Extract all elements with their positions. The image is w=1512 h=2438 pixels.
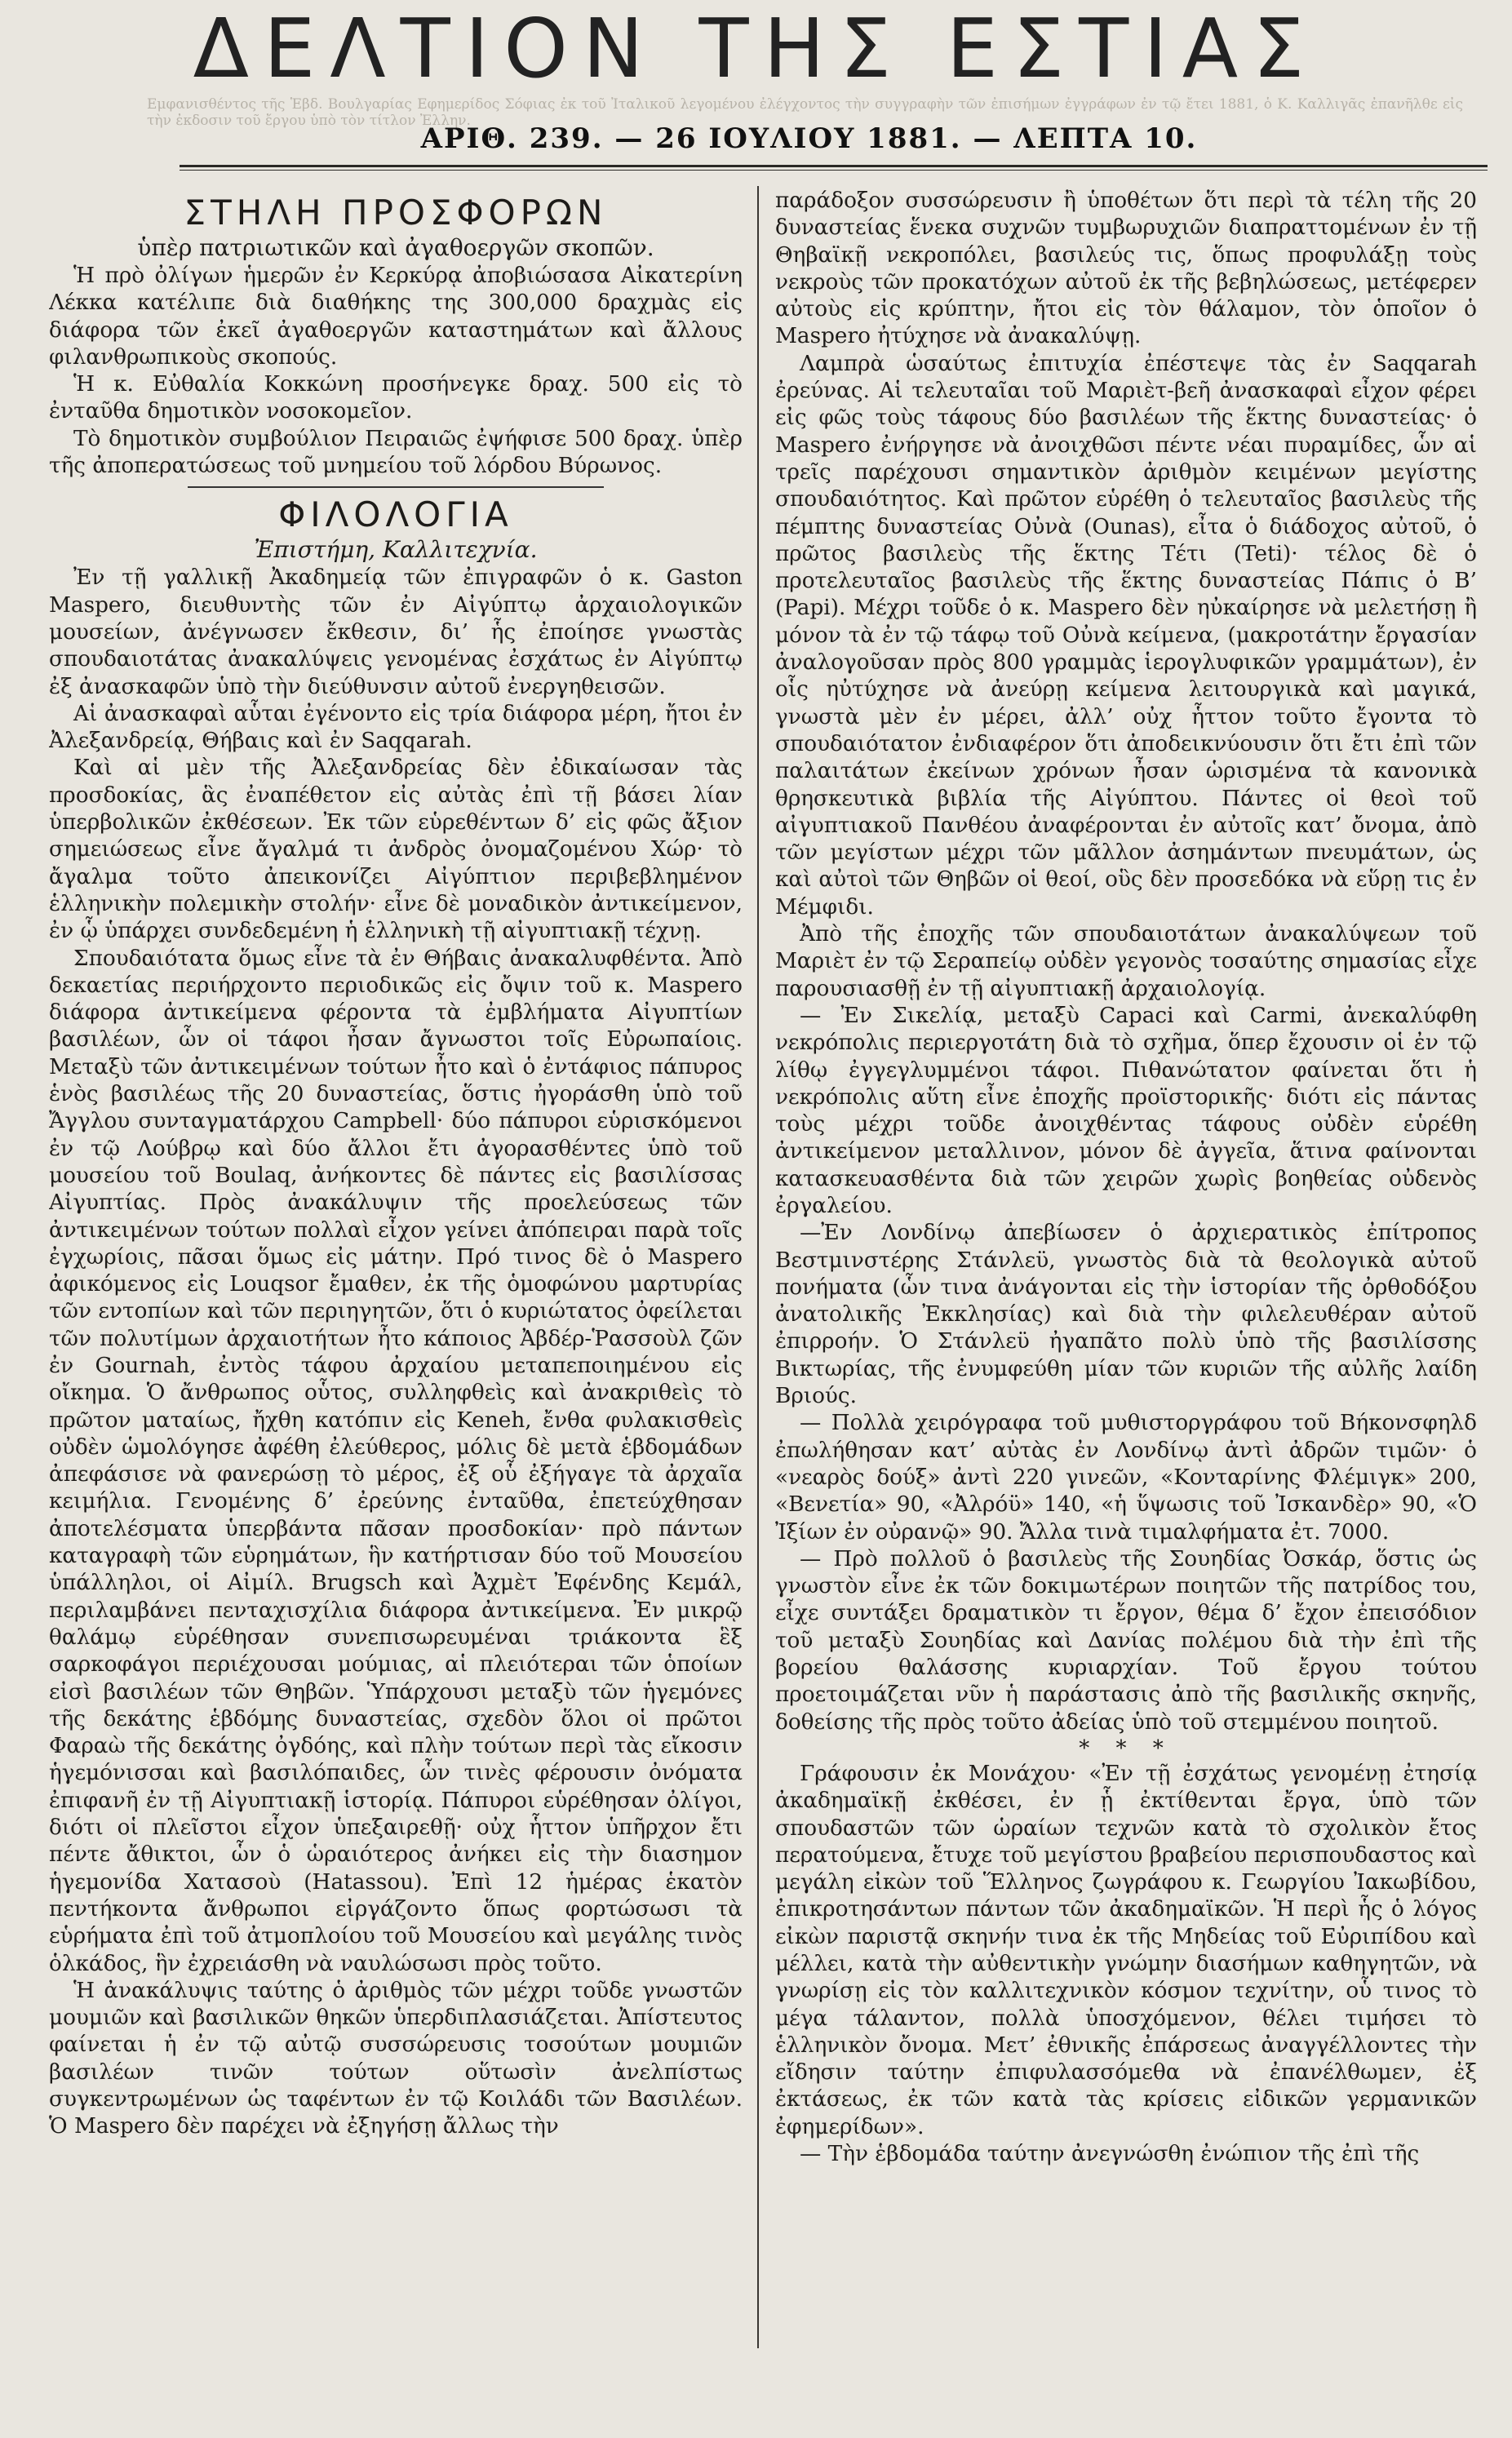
- section-divider: [188, 486, 604, 488]
- paragraph: Ἡ πρὸ ὀλίγων ἡμερῶν ἐν Κερκύρᾳ ἀποβιώσασα Αἰκατερίνη Λέκκα κατέλιπε διὰ διαθήκης της 300,000 δραχμὰς εἰς διάφορα τῶν ἐκεῖ ἀγαθοεργῶν καταστημάτων καὶ ἄλλους φιλανθρωπικοὺς σκοπούς.: [49, 264, 743, 370]
- bleed-through-text: Εμφανισθέντος τῆς Ἑβδ. Βουλγαρίας Εφημερίδος Σόφιας ἐκ τοῦ Ἰταλικοῦ λεγομένου ἐλέγχοντος τὴν συγγραφὴν τῶν ἐπισήμων ἐγγράφων ἐν τῷ ἔτει 1881, ὁ Κ. Καλλιγᾶς ἐπανῆλθε εἰς τὴν ἐκδοσιν τοῦ ἔργου ὑπὸ τὸν τίτλον Ἐλλην.: [147, 96, 1463, 129]
- paragraph: παράδοξον συσσώρευσιν ἢ ὑποθέτων ὅτι περὶ τὰ τέλη τῆς 20 δυναστείας ἕνεκα συχνῶν τυμβωρυχιῶν διαπραττομένων ἐν τῇ Θηβαϊκῇ νεκροπόλει, βασιλεύς τις, ὅπως προφυλάξῃ τοὺς νεκροὺς τῶν προκατόχων αὐτοῦ ἐκ τῆς βεβηλώσεως, μετέφερεν αὐτοὺς εἰς κρύπτην, ἤτοι εἰς τὸν θάλαμον, τὸν ὁποῖον ὁ Maspero ἠτύχησε νὰ ἀνακαλύψῃ.: [775, 188, 1477, 349]
- paragraph: —Ἐν Λονδίνῳ ἀπεβίωσεν ὁ ἀρχιερατικὸς ἐπίτροπος Βεστμινστέρης Στάνλεϋ, γνωστὸς διὰ τὰ θεολογικὰ αὐτοῦ πονήματα (ὧν τινα ἀνάγονται εἰς τὴν ἱστορίαν τῆς ὀρθοδόξου ἀνατολικῆς Ἐκκλησίας) καὶ διὰ τὴν φιλελευθέραν αὐτοῦ ἐπιρροήν. Ὁ Στάνλεϋ ἠγαπᾶτο πολὺ ὑπὸ τῆς βασιλίσσης Βικτωρίας, τῆς ἐνυμφεύθη μίαν τῶν κυριῶν τῆς αὐλῆς λαίδη Βριούς.: [775, 1221, 1477, 1409]
- header-rule: [180, 165, 1488, 167]
- paragraph: Σπουδαιότατα ὅμως εἶνε τὰ ἐν Θήβαις ἀνακαλυφθέντα. Ἀπὸ δεκαετίας περιήρχοντο περιοδικῶς εἰς ὄψιν τοῦ κ. Maspero διάφορα ἀντικείμενα φέροντα τὰ ἐμβλήματα Αἰγυπτίων βασιλέων, ὧν οἱ τάφοι ἦσαν ἄγνωστοι τοῖς Εὐρωπαίοις. Μεταξὺ τῶν ἀντικειμένων τούτων ἦτο καὶ ὁ ἐντάφιος πάπυρος ἑνὸς βασιλέως τῆς 20 δυναστείας, ὅστις ἠγοράσθη ὑπὸ τοῦ Ἄγγλου συνταγματάρχου Campbell· δύο πάπυροι εὑρισκόμενοι ἐν τῷ Λούβρῳ καὶ δύο ἄλλοι ἔτι ἀγορασθέντες ὑπὸ τοῦ μουσείου τοῦ Boulaq, ἀνήκοντες δὲ πάντες εἰς βασιλίσσας Αἰγυπτίας. Πρὸς ἀνακάλυψιν τῆς προελεύσεως τῶν ἀντικειμένων τούτων πολλαὶ εἶχον γείνει ἀπόπειραι παρὰ τοῖς ἐγχωρίοις, πᾶσαι ὅμως εἰς μάτην. Πρό τινος δὲ ὁ Maspero ἀφικόμενος εἰς Louqsor ἔμαθεν, ἐκ τῆς ὁμοφώνου μαρτυρίας τῶν εντοπίων καὶ τῶν περιηγητῶν, ὅτι ὁ κυριώτατος ὀφείλεται τῶν πολυτίμων ἀρχαιοτήτων ἦτο κάποιος Ἀβδέρ-Ῥασσοὺλ ζῶν ἐν Gournah, ἐντὸς τάφου ἀρχαίου μεταπεποιημένου εἰς οἴκημα. Ὁ ἄνθρωπος οὗτος, συλληφθεὶς καὶ ἀνακριθεὶς τὸ πρῶτον ματαίως, ἤχθη κατόπιν εἰς Keneh, ἔνθα φυλακισθεὶς οὐδὲν ὡμολόγησε ἀφέθη ἐλεύθερος, μόλις δὲ μετὰ ἑβδομάδων ἀπεφάσισε νὰ φανερώσῃ τὸ μέρος, ἐξ οὗ ἐξήγαγε τὰ ἀρχαῖα κειμήλια. Γενομένης δ’ ἐρεύνης ἐνταῦθα, ἐπετεύχθησαν ἀποτελέσματα ὑπερβάντα πᾶσαν προσδοκίαν· πρὸ πάντων καταγραφὴ τῶν εὑρημάτων, ἣν κατήρτισαν δύο τοῦ Μουσείου ὑπάλληλοι, οἱ Αἰμίλ. Brugsch καὶ Ἀχμὲτ Ἐφένδης Κεμάλ, περιλαμβάνει πενταχισχίλια διάφορα ἀντικείμενα. Ἐν μικρῷ θαλάμῳ εὑρέθησαν συνεπισωρευμέναι τριάκοντα ἓξ σαρκοφάγοι περιέχουσαι μούμιας, αἱ πλειότεραι τῶν ὁποίων εἰσὶ βασιλέων τῶν Θηβῶν. Ὑπάρχουσι μεταξὺ τῶν ἡγεμόνες τῆς δεκάτης ἑβδόμης δυναστείας, σχεδὸν ὅλοι οἱ πρῶτοι Φαραὼ τῆς δεκάτης ὀγδόης, καὶ πλὴν τούτων περὶ τὰς εἴκοσιν ἡγεμόνισσαι καὶ βασιλόπαιδες, ὧν τινὲς φέρουσιν ὀνόματα ἐπιφανῆ ἐν τῇ Αἰγυπτιακῇ ἱστορίᾳ. Πάπυροι εὑρέθησαν ὀλίγοι, διότι οἱ πλεῖστοι εἶχον ὑπεξαιρεθῇ· οὐχ ἧττον ὑπῆρχον ἔτι πέντε ἄθικτοι, ὧν ὁ ὡραιότερος ἀνήκει εἰς τὴν διασημον ἡγεμονίδα Χατασοὺ (Hatassou). Ἐπὶ 12 ἡμέρας ἑκατὸν πεντήκοντα ἄνθρωποι εἰργάζοντο ὅπως φορτώσωσι τὰ εὑρήματα ἐπὶ τοῦ ἀτμοπλοίου τοῦ Μουσείου καὶ μεγάλης τινὸς ὁλκάδος, ἣν ἐχρειάσθη νὰ ναυλώσωσι πρὸς τοῦτο.: [49, 946, 743, 1976]
- masthead-title: ΔΕΛΤΙΟΝ ΤΗΣ ΕΣΤΙΑΣ: [193, 1, 1319, 96]
- issue-line: ΑΡΙΘ. 239. — 26 ΙΟΥΛΙΟΥ 1881. — ΛΕΠΤΑ 10.: [420, 122, 1198, 155]
- paragraph: Ἐν τῇ γαλλικῇ Ἀκαδημείᾳ τῶν ἐπιγραφῶν ὁ κ. Gaston Maspero, διευθυντὴς τῶν ἐν Αἰγύπτῳ ἀρχαιολογικῶν μουσείων, ἀνέγνωσεν ἔκθεσιν, δι’ ἧς ἐποίησε γνωστὰς σπουδαιοτάτας ἀνακαλύψεις γενομένας ἐσχάτως ἐν Αἰγύπτῳ ἐξ ἀνασκαφῶν ὑπὸ τὴν διεύθυνσιν αὐτοῦ ἐνεργηθεισῶν.: [49, 565, 743, 699]
- section-stars: * * *: [1079, 1735, 1173, 1761]
- header-rule-thin: [180, 170, 1488, 171]
- paragraph: Ἡ ἀνακάλυψις ταύτης ὁ ἀριθμὸς τῶν μέχρι τοῦδε γνωστῶν μουμιῶν καὶ βασιλικῶν θηκῶν ὑπερδιπλασιάζεται. Ἀπίστευτος φαίνεται ἡ ἐν τῷ αὐτῷ συσσώρευσις τοσούτων μουμιῶν βασιλέων τινῶν τούτων οὕτωσὶν ἀνελπίστως συγκεντρωμένων ὡς ταφέντων ἐν τῷ Κοιλάδι τῶν Βασιλέων. Ὁ Maspero δὲν παρέχει νὰ ἐξηγήσῃ ἄλλως τὴν: [49, 1978, 743, 2139]
- philology-section-subtitle: Ἐπιστήμη, Καλλιτεχνία.: [254, 536, 538, 564]
- right-column: [775, 188, 1477, 2342]
- left-column: [49, 188, 743, 2342]
- offers-section-title: ΣΤΗΛΗ ΠΡΟΣΦΟΡΩΝ: [184, 193, 608, 233]
- offers-section-subtitle: ὑπὲρ πατριωτικῶν καὶ ἀγαθοεργῶν σκοπῶν.: [137, 234, 654, 261]
- paragraph: Λαμπρὰ ὡσαύτως ἐπιτυχία ἐπέστεψε τὰς ἐν Saqqarah ἐρεύνας. Αἱ τελευταῖαι τοῦ Μαριὲτ-βεῆ ἀνασκαφαὶ εἶχον φέρει εἰς φῶς τοὺς τάφους δύο βασιλέων τῆς ἕκτης δυναστείας· ὁ Maspero ἐνήργησε νὰ ἀνοιχθῶσι πέντε νέαι πυραμίδες, ὧν αἱ τρεῖς παρέχουσι σημαντικὸν ἀριθμὸν κειμένων μεγίστης σπουδαιότητος. Καὶ πρῶτον εὑρέθη ὁ τελευταῖος βασιλεὺς τῆς πέμπτης δυναστείας Οὐνὰ (Ounas), εἶτα ὁ διάδοχος αὐτοῦ, ὁ πρῶτος βασιλεὺς τῆς ἕκτης Τέτι (Teti)· τέλος δὲ ὁ προτελευταῖος βασιλεὺς τῆς ἕκτης δυναστείας Πάπις ὁ Β’ (Papi). Μέχρι τοῦδε ὁ κ. Maspero δὲν ηὐκαίρησε νὰ μελετήσῃ ἢ μόνον τὰ ἐν τῷ τάφῳ τοῦ Οὐνὰ κείμενα, (μακροτάτην ἔργασίαν ἀναλογοῦσαν πρὸς 800 γραμμὰς ἱερογλυφικῶν γραμμάτων), ἐν οἷς ηὐτύχησε νὰ ἀνεύρῃ κείμενα λειτουργικὰ καὶ μαγικά, γνωστὰ μὲν ἐν μέρει, ἀλλ’ οὐχ ἧττον τοῦτο ἔγοντα τὸ σπουδαιότατον ἐνδιαφέρον ὅτι ἀποδεικνύουσιν ὅτι ἔτι ἐπὶ τῶν παλαιτάτων ἐκείνων χρόνων ἦσαν ὡρισμένα τὰ κανονικὰ θρησκευτικὰ βιβλία τῆς Αἰγύπτου. Πάντες οἱ θεοὶ τοῦ αἰγυπτιακοῦ Πανθέου ἀναφέρονται ἐν αὐτοῖς κατ’ ὄνομα, ἀπὸ τῶν μεγίστων μέχρι τῶν μᾶλλον ἀσημάντων πνευμάτων, ὡς καὶ αὐτοὶ τῶν Θηβῶν οἱ θεοί, οὓς δὲν προσεδόκα νὰ εὕρῃ τις ἐν Μέμφιδι.: [775, 351, 1477, 920]
- paragraph: Τὸ δημοτικὸν συμβούλιον Πειραιῶς ἐψήφισε 500 δραχ. ὑπὲρ τῆς ἀποπερατώσεως τοῦ μνημείου τοῦ λόρδου Βύρωνος.: [49, 426, 743, 479]
- paragraph: Καὶ αἱ μὲν τῆς Ἀλεξανδρείας δὲν ἐδικαίωσαν τὰς προσδοκίας, ἃς ἐναπέθετον εἰς αὐτὰς ἐπὶ τῇ βάσει λίαν ὑπερβολικῶν ἐκθέσεων. Ἐκ τῶν εὑρεθέντων δ’ εἰς φῶς ἄξιον σημειώσεως εἶνε ἄγαλμά τι ἀνδρὸς ὀνομαζομένου Χώρ· τὸ ἄγαλμα τοῦτο ἀπεικονίζει Αἰγύπτιον περιβεβλημένον ἑλληνικὴν πολεμικὴν στολήν· εἶνε δὲ μοναδικὸν ἀντικείμενον, ἐν ᾧ ὑπάρχει συνδεδεμένη ἡ ἑλληνικὴ τῇ αἰγυπτιακῇ τέχνῃ.: [49, 756, 743, 944]
- paragraph: Ἀπὸ τῆς ἐποχῆς τῶν σπουδαιοτάτων ἀνακαλύψεων τοῦ Μαριὲτ ἐν τῷ Σεραπείῳ οὐδὲν γεγονὸς τοσαύτης σημασίας εἶχε παρουσιασθῇ ἐν τῇ αἰγυπτιακῇ ἀρχαιολογίᾳ.: [775, 922, 1477, 1001]
- paragraph: Αἱ ἀνασκαφαὶ αὗται ἐγένοντο εἰς τρία διάφορα μέρη, ἤτοι ἐν Ἀλεξανδρείᾳ, Θήβαις καὶ ἐν Saqqarah.: [49, 701, 743, 754]
- paragraph: — Πρὸ πολλοῦ ὁ βασιλεὺς τῆς Σουηδίας Ὀσκάρ, ὅστις ὡς γνωστὸν εἶνε ἐκ τῶν δοκιμωτέρων ποιητῶν τῆς πατρίδος του, εἶχε συντάξει δραματικὸν τι ἔργον, θέμα δ’ ἔχον ἐπεισόδιον τοῦ μεταξὺ Σουηδίας καὶ Δανίας πολέμου διὰ τὴν ἐπὶ τῆς βορείου θαλάσσης κυριαρχίαν. Τοῦ ἔργου τούτου προετοιμάζεται νῦν ἡ παράστασις ἀπὸ τῆς βασιλικῆς σκηνῆς, δοθείσης τῆς πρὸς τοῦτο ἀδείας ὑπὸ τοῦ στεμμένου ποιητοῦ.: [775, 1546, 1477, 1735]
- paragraph: — Ἐν Σικελίᾳ, μεταξὺ Capaci καὶ Carmi, ἀνεκαλύφθη νεκρόπολις περιεργοτάτη διὰ τὸ σχῆμα, ὅπερ ἔχουσιν οἱ ἐν τῷ λίθῳ ἐγγεγλυμμένοι τάφοι. Πιθανώτατον φαίνεται ὅτι ἡ νεκρόπολις αὕτη εἶνε ἐποχῆς προϊστορικῆς· διότι εἰς πάντας τοὺς μέχρι τοῦδε ἀνοιχθέντας τάφους οὐδὲν εὑρέθη ἀντικείμενον μεταλλινον, μόνον δὲ ἀγγεῖα, ἅτινα φαίνονται κατασκευασθέντα διὰ τῶν χειρῶν χωρὶς βοηθείας οὐδενὸς ἐργαλείου.: [775, 1003, 1477, 1218]
- column-divider: [757, 186, 759, 2348]
- paragraph: Γράφουσιν ἐκ Μονάχου· «Ἐν τῇ ἐσχάτως γενομένῃ ἐτησίᾳ ἀκαδημαϊκῇ ἐκθέσει, ἐν ᾗ ἐκτίθενται ἔργα, ὑπὸ τῶν σπουδαστῶν τῶν ὡραίων τεχνῶν κατὰ τὸ σχολικὸν ἔτος περατούμενα, ἔτυχε τοῦ μεγίστου βραβείου περισπουδαστος καὶ μεγάλη εἰκὼν τοῦ Ἕλληνος ζωγράφου κ. Γεωργίου Ἰακωβίδου, ἐπικροτησάντων πάντων τῶν ἀκαδημαϊκῶν. Ἡ περὶ ἧς ὁ λόγος εἰκὼν παριστᾷ σκηνήν τινα ἐκ τῆς Μηδείας τοῦ Εὐριπίδου καὶ μέλλει, κατὰ τὴν αὐθεντικὴν γνώμην διασήμων καθηγητῶν, νὰ γνωρίσῃ εἰς τὸν καλλιτεχνικὸν κόσμον τεχνίτην, οὗ τινος τὸ μέγα τάλαντον, πολλὰ ὑποσχόμενον, θέλει τιμήσει τὸ ἑλληνικὸν ὄνομα. Μετ’ ἐθνικῆς ἐπάρσεως ἀναγγέλλοντες τὴν εἴδησιν ταύτην ἐπιφυλασσόμεθα νὰ ἐπανέλθωμεν, ἐξ ἐκτάσεως, ἐκ τῶν κατὰ τὰς κρίσεις εἰδικῶν γερμανικῶν ἐφημερίδων».: [775, 1761, 1477, 2139]
- philology-section-title: ΦΙΛΟΛΟΓΙΑ: [278, 494, 513, 535]
- paragraph: Ἡ κ. Εὐθαλία Κοκκώνη προσήνεγκε δραχ. 500 εἰς τὸ ἐνταῦθα δημοτικὸν νοσοκομεῖον.: [49, 372, 743, 424]
- paragraph: — Πολλὰ χειρόγραφα τοῦ μυθιστοργράφου τοῦ Βήκονσφηλδ ἐπωλήθησαν κατ’ αὐτὰς ἐν Λονδίνῳ ἀντὶ ἀδρῶν τιμῶν· ὁ «νεαρὸς δούξ» ἀντὶ 220 γινεῶν, «Κονταρίνης Φλέμιγκ» 200, «Βενετία» 90, «Ἀλρόϋ» 140, «ἡ ὕψωσις τοῦ Ἰσκανδὲρ» 90, «Ὁ Ἰξίων ἐν οὐρανῷ» 90. Ἄλλα τινὰ τιμαλφήματα ἐτ. 7000.: [775, 1411, 1477, 1545]
- paragraph: — Τὴν ἑβδομάδα ταύτην ἀνεγνώσθη ἐνώπιον τῆς ἐπὶ τῆς: [800, 2142, 1420, 2167]
